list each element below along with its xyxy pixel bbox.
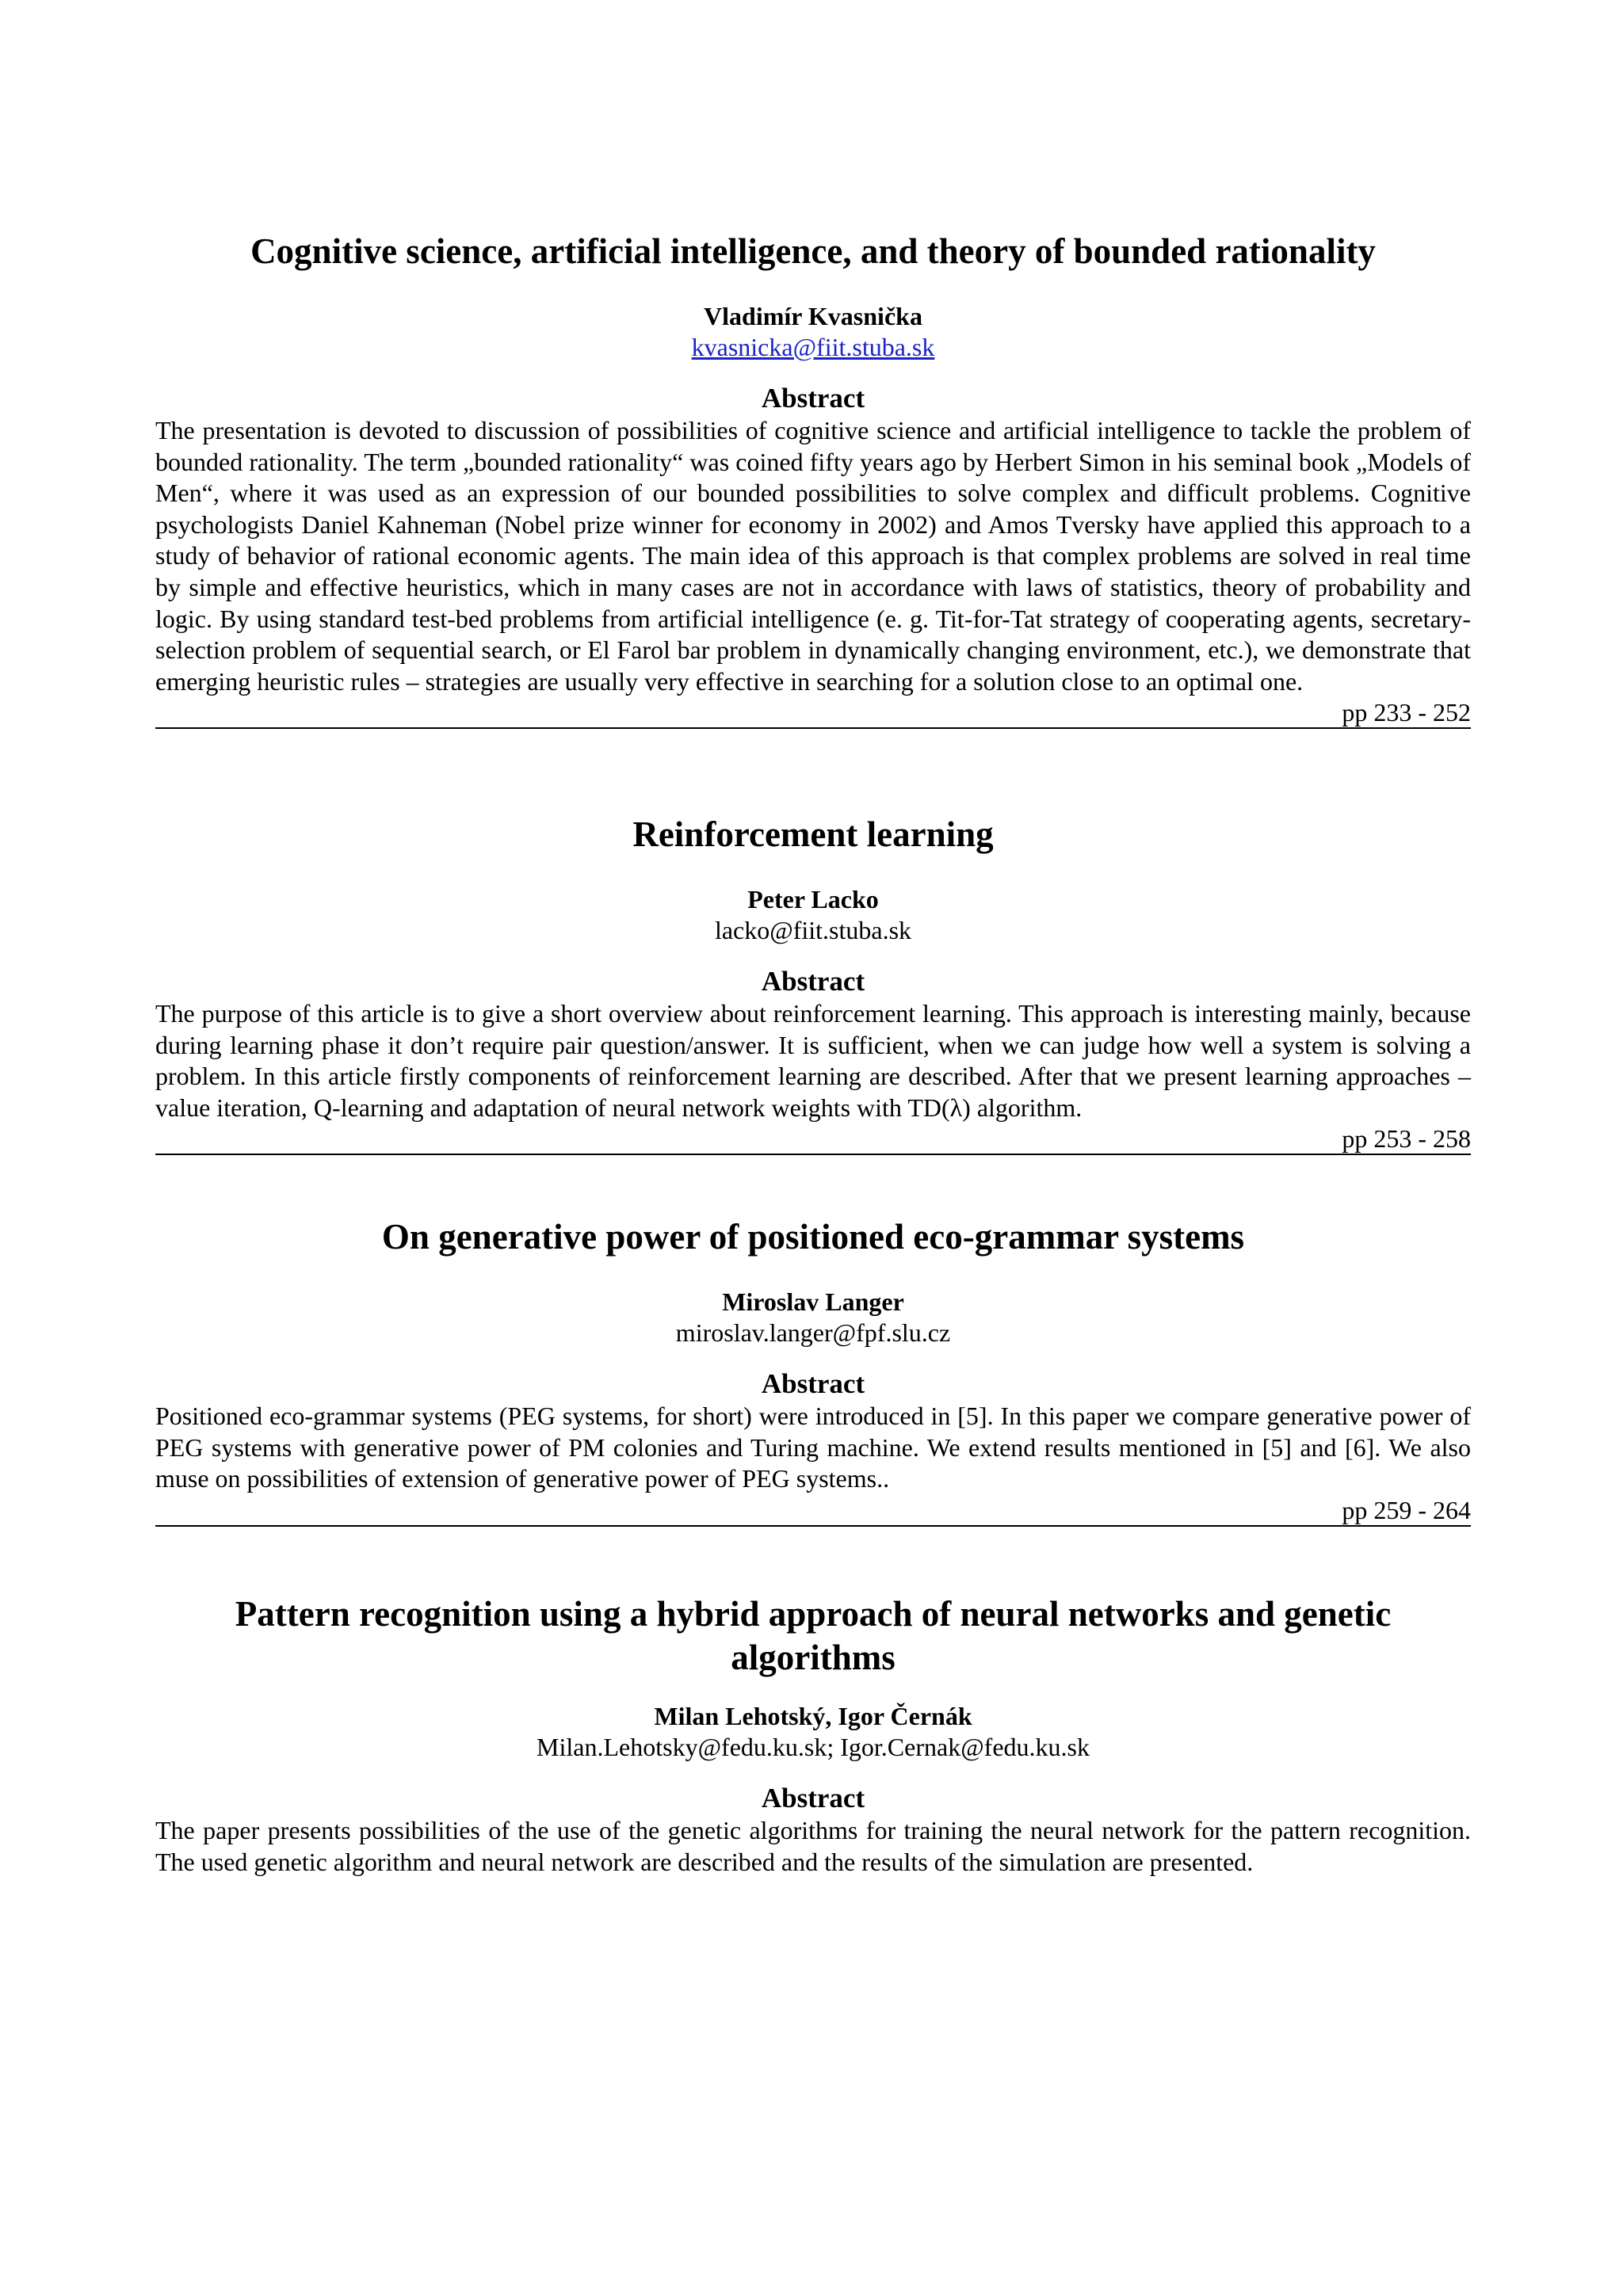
divider-rule: [155, 727, 1471, 729]
author-email: lacko@fiit.stuba.sk: [714, 916, 912, 944]
paper-title: Pattern recognition using a hybrid approach of neural networks and genetic algorithms: [235, 1594, 1392, 1677]
author-email: miroslav.langer@fpf.slu.cz: [675, 1318, 951, 1347]
paper-entry: [155, 813, 1471, 1155]
abstract-text: Positioned eco-grammar systems (PEG systems, for short) were introduced in [5]. In this paper we compare generative power of PEG systems with generative power of PM colonies and Turing machine. We extend results mentioned in [5] and [6]. We also muse on possibilities of extension of generative power of PEG systems..: [155, 1402, 1471, 1493]
abstract-text: The presentation is devoted to discussion of possibilities of cognitive science and artificial intelligence to tackle the problem of bounded rationality. The term „bounded rationality“ was coined fifty years ago by Herbert Simon in his seminal book „Models of Men“, where it was used as an expression of our bounded possibilities to solve complex and difficult problems. Cognitive psychologists Daniel Kahneman (Nobel prize winner for economy in 2002) and Amos Tversky have applied this approach to a study of behavior of rational economic agents. The main idea of this approach is that complex problems are solved in real time by simple and effective heuristics, which in many cases are not in accordance with laws of statistics, theory of probability and logic. By using standard test-bed problems from artificial intelligence (e. g. Tit-for-Tat strategy of cooperating agents, secretary-selection problem of sequential search, or El Farol bar problem in dynamically changing environment, etc.), we demonstrate that emerging heuristic rules – strategies are usually very effective in searching for a solution close to an optimal one.: [155, 416, 1471, 696]
paper-entry: [155, 1592, 1471, 1878]
abstract-text: The purpose of this article is to give a short overview about reinforcement learning. This approach is interesting mainly, because during learning phase it don’t require pair question/answer. It is sufficient, when we can judge how well a system is solving a problem. In this article firstly components of reinforcement learning are described. After that we present learning approaches – value iteration, Q-learning and adaptation of neural network weights with TD(λ) algorithm.: [155, 999, 1471, 1122]
abstract-heading: Abstract: [761, 1783, 865, 1814]
page-range: pp 259 - 264: [1342, 1495, 1471, 1524]
paper-title: Reinforcement learning: [632, 814, 994, 854]
paper-authors: Miroslav Langer: [722, 1287, 904, 1316]
paper-entry: [155, 1215, 1471, 1527]
abstract-text: The paper presents possibilities of the use of the genetic algorithms for training the neural network for the pattern recognition. The used genetic algorithm and neural network are described and the results of the simulation are presented.: [155, 1816, 1471, 1876]
paper-authors: Vladimír Kvasnička: [704, 302, 922, 330]
paper-authors: Peter Lacko: [747, 885, 879, 913]
author-email: Milan.Lehotsky@fedu.ku.sk; Igor.Cernak@fedu.ku.sk: [537, 1733, 1090, 1761]
divider-rule: [155, 1525, 1471, 1527]
paper-authors: Milan Lehotský, Igor Černák: [654, 1702, 972, 1730]
paper-entry: [155, 230, 1471, 729]
author-email-link[interactable]: kvasnicka@fiit.stuba.sk: [691, 333, 935, 361]
page-range: pp 253 - 258: [1342, 1124, 1471, 1154]
divider-rule: [155, 1154, 1471, 1155]
abstract-heading: Abstract: [761, 1368, 865, 1399]
abstract-heading: Abstract: [761, 383, 865, 414]
paper-title: Cognitive science, artificial intelligence, and theory of bounded rationality: [250, 231, 1376, 271]
paper-title: On generative power of positioned eco-grammar systems: [381, 1217, 1245, 1257]
page-range: pp 233 - 252: [1342, 698, 1471, 727]
abstract-heading: Abstract: [761, 966, 865, 997]
